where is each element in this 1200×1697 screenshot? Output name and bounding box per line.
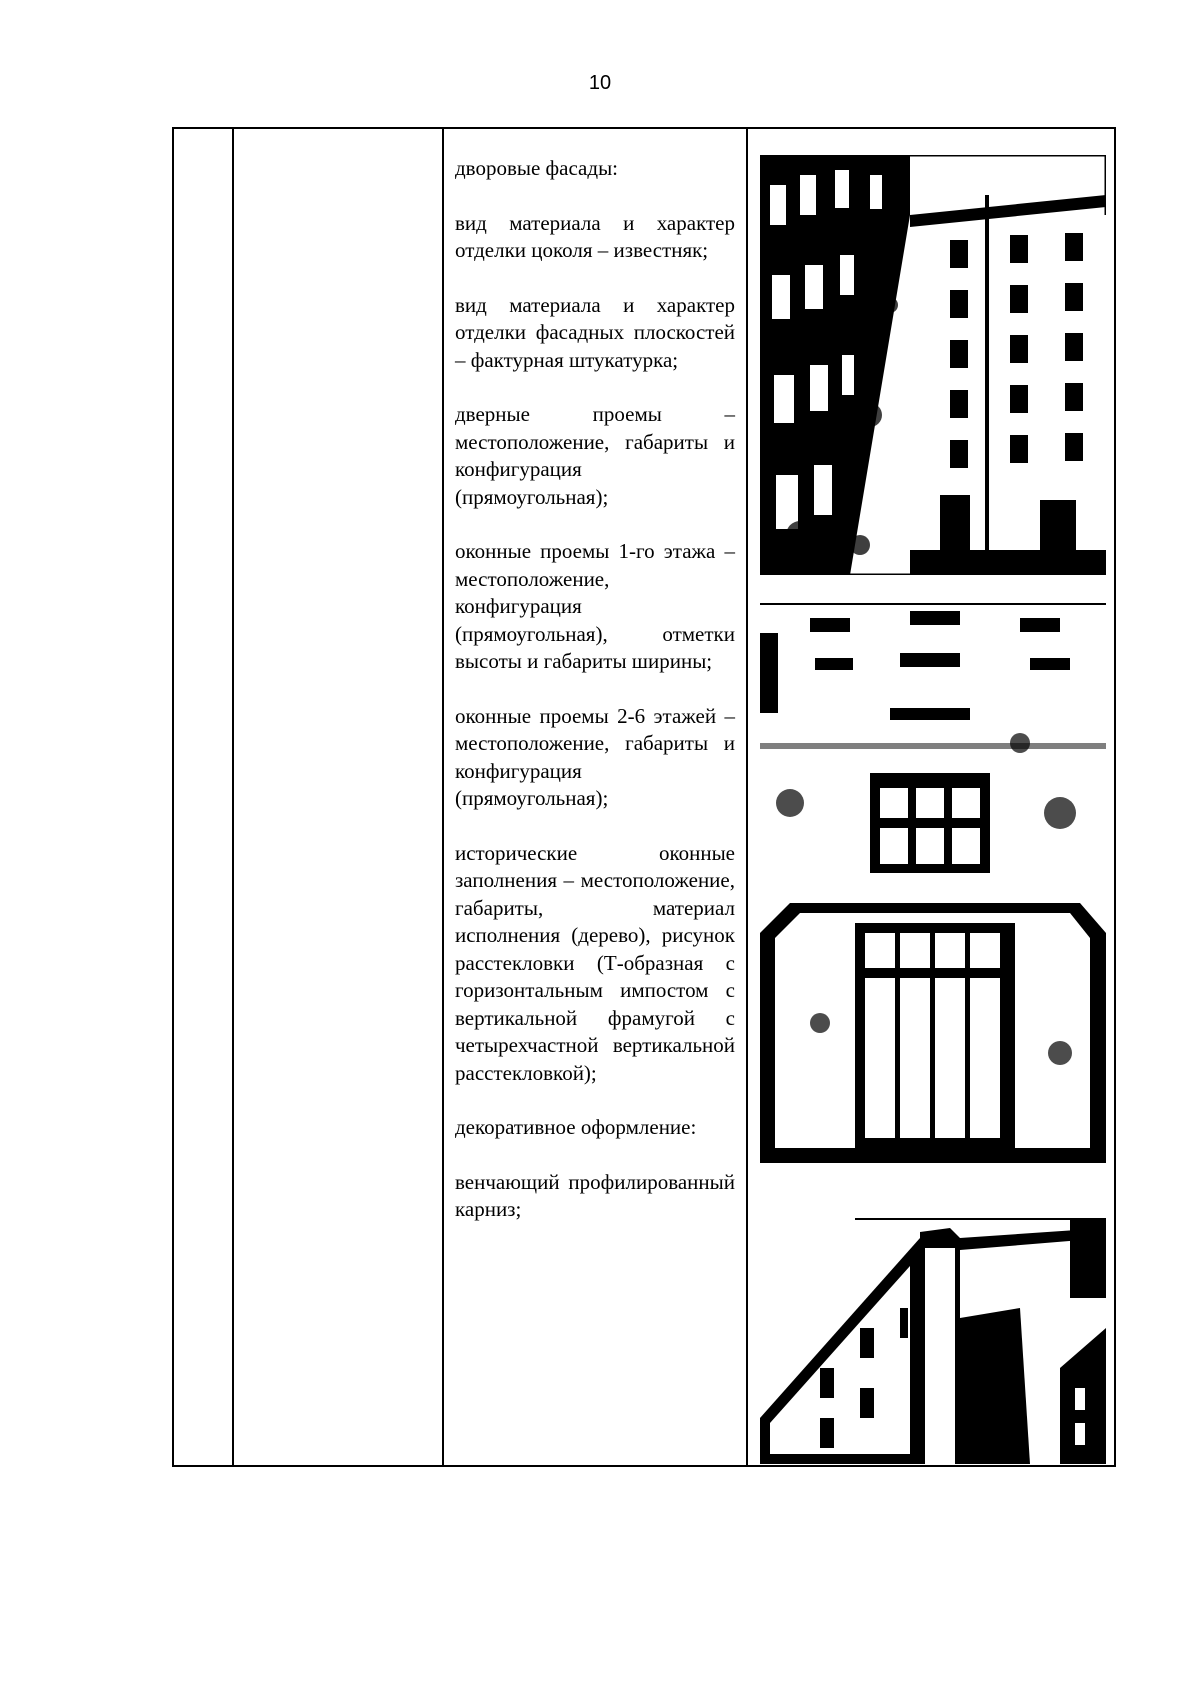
paragraph-courtyard-facades: дворовые фасады: (455, 156, 619, 180)
paragraph-cornice: венчающий профилированный карниз; (455, 1169, 735, 1221)
courtyard-photo (760, 155, 1106, 575)
paragraph-facade-planes: вид материала и характер отделки фасадных плоскостей – фактурная штукатурка; (455, 292, 735, 372)
paragraph-decoration: декоративное оформление: (455, 1115, 697, 1139)
description-cell (455, 155, 735, 1224)
cornice-photo (760, 1218, 1106, 1464)
page-number: 10 (588, 72, 612, 94)
paragraph-plinth: вид материала и характер отделки цоколя – известняк; (455, 210, 735, 262)
table-divider-1 (232, 127, 234, 1467)
paragraph-door-openings: дверные проемы – местоположение, габариты и конфигурация (прямоугольная); (455, 402, 735, 509)
table-divider-3 (746, 127, 748, 1467)
paragraph-window-openings-floors-2-6: оконные проемы 2-6 этажей – местоположение, габариты и конфигурация (прямоугольная); (455, 703, 735, 810)
table-bottom-border (172, 1465, 1116, 1467)
windows-photo (760, 603, 1106, 1179)
table-border-right (1114, 127, 1116, 1467)
table-top-border (172, 127, 1116, 129)
table-divider-2 (442, 127, 444, 1467)
paragraph-historic-window-fillings: исторические оконные заполнения – местоположение, габариты, материал исполнения (дерево), рисунок расстекловки (Т-образная с горизонтальным импостом с вертикальной фрамугой с четырехчастной вертикальной расстекловкой); (455, 840, 735, 1085)
paragraph-window-openings-floor-1: оконные проемы 1-го этажа – местоположение, конфигурация (прямоугольная), отметки высоты и габариты ширины; (455, 539, 735, 673)
table-border-left (172, 127, 174, 1467)
